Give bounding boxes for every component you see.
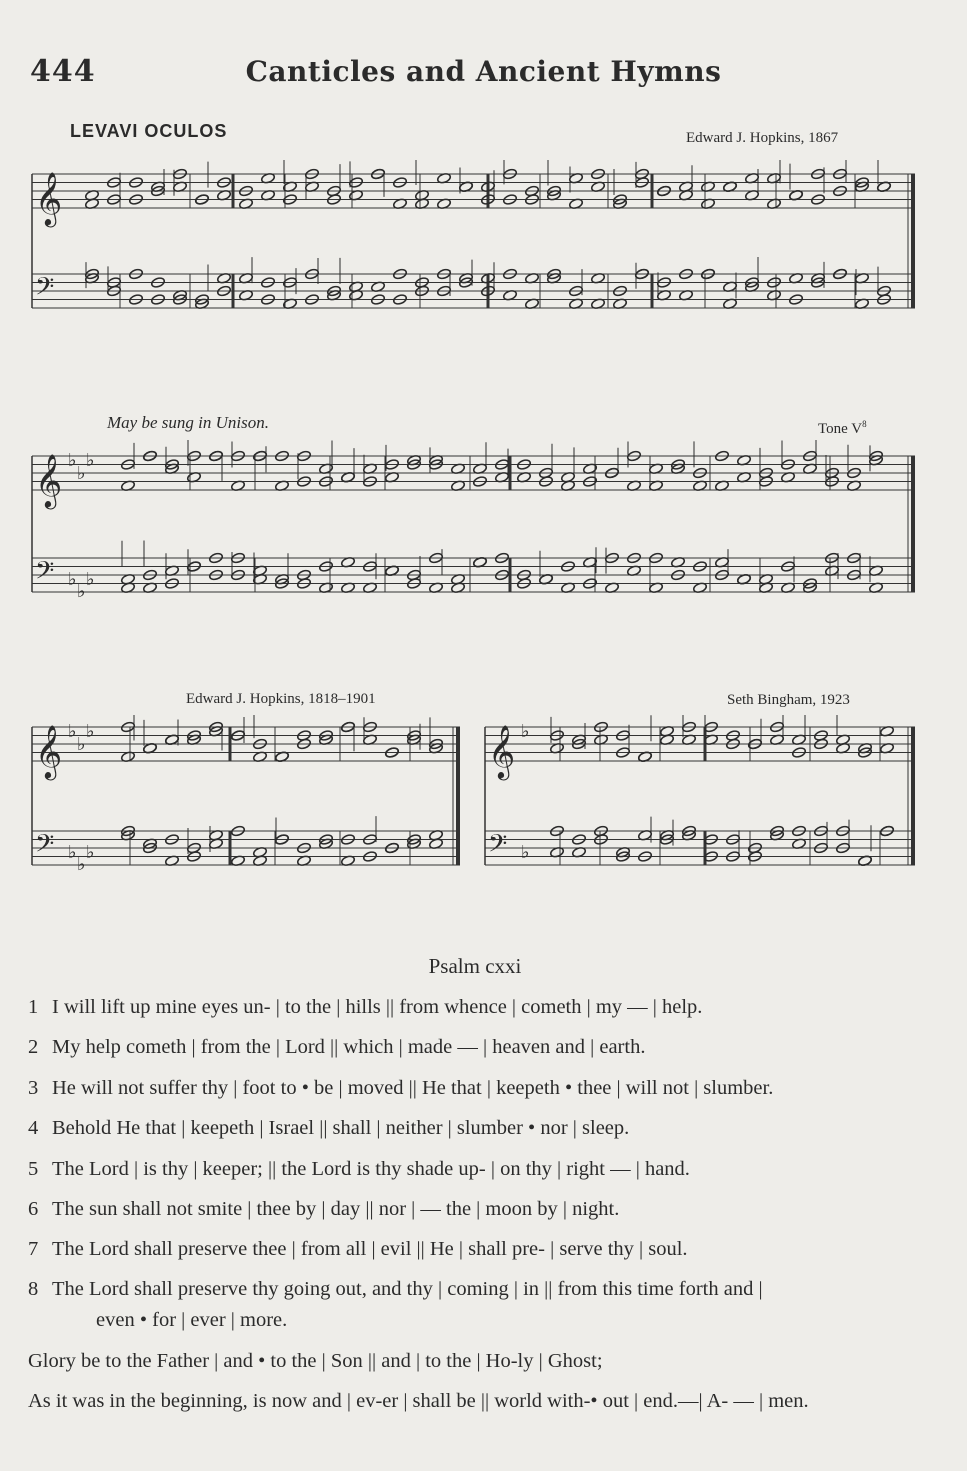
page-number: 444: [30, 54, 96, 89]
verse-8-continuation: even • for | ever | more.: [96, 1309, 288, 1331]
psalm-title: Psalm cxxi: [428, 954, 522, 978]
verse-7: 7 The Lord shall preserve thee | from all | evil || He | shall pre- | serve thy | soul.: [28, 1238, 688, 1260]
treble-clef-icon: 𝄞: [35, 453, 63, 507]
bass-clef-icon: 𝄢: [488, 829, 508, 865]
unison-instruction: May be sung in Unison.: [107, 413, 269, 432]
flat-icon: ♭: [77, 581, 86, 603]
bass-clef-icon: 𝄢: [35, 556, 55, 592]
verse-8: 8 The Lord shall preserve thy going out, and thy | coming | in || from this time forth and |: [28, 1278, 763, 1300]
treble-clef-icon: 𝄞: [35, 724, 63, 778]
tone-label: Tone $V^8$: [818, 419, 867, 437]
verse-5: 5 The Lord | is thy | keeper; || the Lord is thy shade up- | on thy | right — | hand.: [28, 1158, 690, 1180]
flat-icon: ♭: [68, 569, 77, 591]
flat-icon: ♭: [77, 733, 86, 755]
flat-icon: ♭: [77, 854, 86, 876]
music-system-1: [0, 160, 967, 360]
bass-clef-icon: 𝄢: [35, 272, 55, 308]
composer-credit-1: Edward J. Hopkins, 1867: [686, 130, 839, 146]
verse-6: 6 The sun shall not smite | thee by | day || nor | — the | moon by | night.: [28, 1198, 620, 1220]
gloria-line-1: Glory be to the Father | and • to the | Son || and | to the | Ho-ly | Ghost;: [28, 1350, 603, 1372]
music-system-2: [0, 440, 967, 640]
verse-4: 4 Behold He that | keepeth | Israel || shall | neither | slumber • nor | sleep.: [28, 1117, 630, 1139]
flat-icon: ♭: [521, 842, 530, 864]
music-system-3: [0, 715, 480, 915]
flat-icon: ♭: [521, 721, 530, 743]
treble-clef-icon: 𝄞: [35, 171, 63, 225]
tune-name: LEVAVI OCULOS: [70, 121, 228, 141]
flat-icon: ♭: [86, 721, 95, 743]
music-system-4: [480, 715, 967, 915]
flat-icon: ♭: [86, 450, 95, 472]
flat-icon: ♭: [86, 842, 95, 864]
flat-icon: ♭: [77, 462, 86, 484]
composer-credit-3: Edward J. Hopkins, 1818–1901: [186, 691, 376, 707]
verse-2: 2 My help cometh | from the | Lord || which | made — | heaven and | earth.: [28, 1036, 646, 1058]
composer-credit-4: Seth Bingham, 1923: [727, 692, 850, 708]
flat-icon: ♭: [68, 842, 77, 864]
verse-1: 1 I will lift up mine eyes un- | to the | hills || from whence | cometh | my — | help.: [28, 996, 703, 1018]
gloria-line-2: As it was in the beginning, is now and | ev-er | shall be || world with-• out | end.—| A- — | men.: [28, 1390, 809, 1412]
flat-icon: ♭: [68, 721, 77, 743]
flat-icon: ♭: [68, 450, 77, 472]
flat-icon: ♭: [86, 569, 95, 591]
bass-clef-icon: 𝄢: [35, 829, 55, 865]
treble-clef-icon: 𝄞: [488, 724, 516, 778]
running-title: Canticles and Ancient Hymns: [245, 55, 722, 88]
verse-3: 3 He will not suffer thy | foot to • be | moved || He that | keepeth • thee | will not | slumber.: [28, 1077, 774, 1099]
